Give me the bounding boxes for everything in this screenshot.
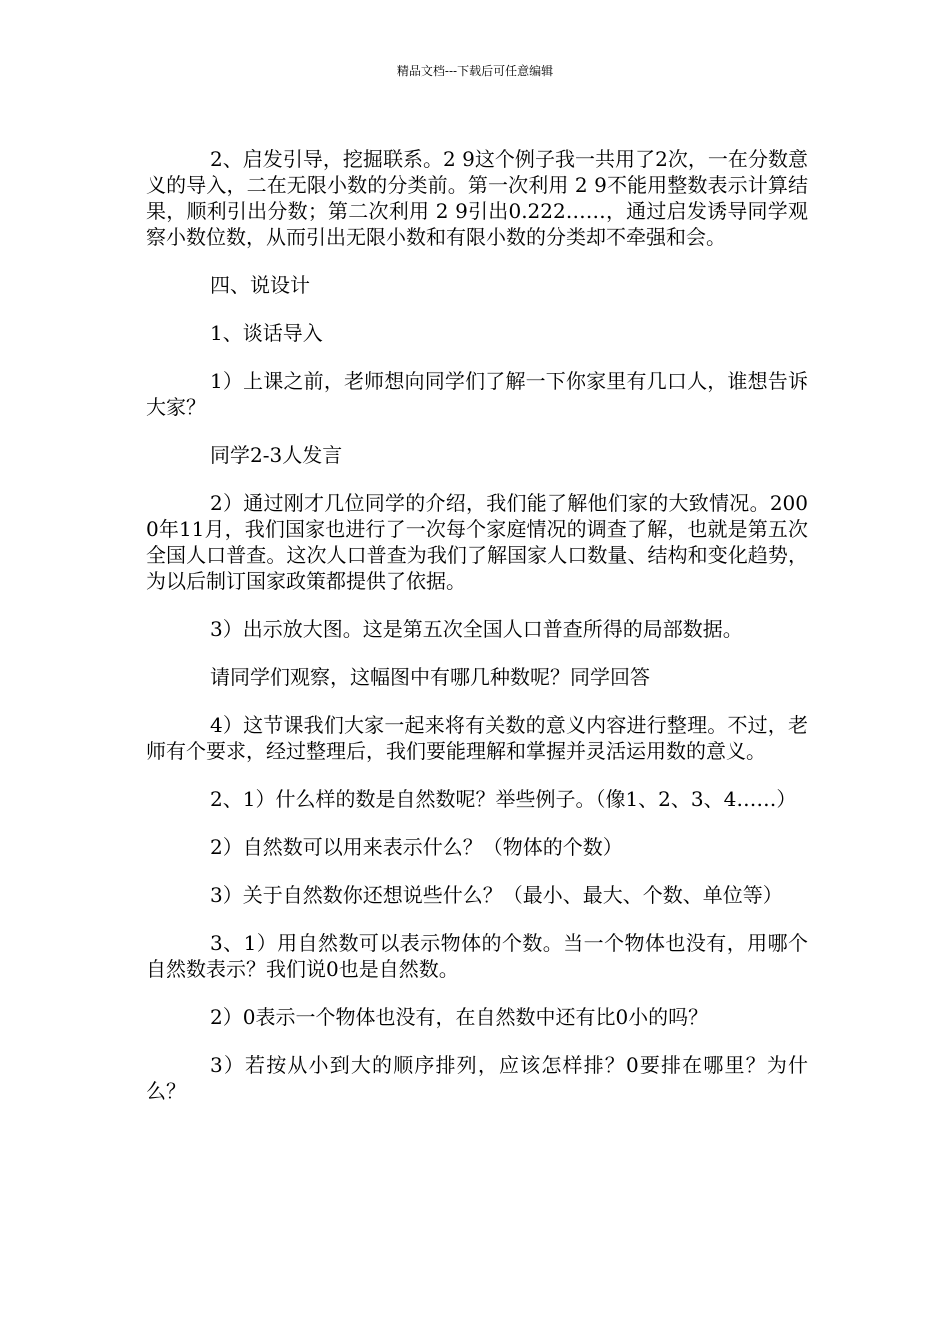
paragraph-zero-smaller: 2）0表示一个物体也没有，在自然数中还有比0小的吗？ <box>210 1005 709 1029</box>
paragraph-natural-number-more: 3）关于自然数你还想说些什么？（最小、最大、个数、单位等） <box>210 883 783 907</box>
subheading-intro: 1、谈话导入 <box>210 321 323 345</box>
paragraph-inspiration: 2、启发引导，挖掘联系。2 9这个例子我一共用了2次，一在分数意义的导入，二在无限小数的分类前。第一次利用 2 9不能用整数表示计算结果，顺利引出分数；第二次利用 2 9引出0.222……，通过启发诱导同学观察小数位数，从而引出无限小数和有限小数的分类却不牵强和会。 <box>146 147 808 249</box>
page-header: 精品文档---下载后可任意编辑 <box>396 64 554 78</box>
paragraph-zero-intro: 3、1）用自然数可以表示物体的个数。当一个物体也没有，用哪个自然数表示？我们说0也是自然数。 <box>146 931 808 981</box>
paragraph-ordering: 3）若按从小到大的顺序排列，应该怎样排？0要排在哪里？为什么？ <box>146 1053 808 1103</box>
paragraph-natural-number-use: 2）自然数可以用来表示什么？（物体的个数） <box>210 835 623 859</box>
paragraph-step-1: 1）上课之前，老师想向同学们了解一下你家里有几口人，谁想告诉大家？ <box>146 369 808 419</box>
paragraph-observe: 请同学们观察，这幅图中有哪几种数呢？同学回答 <box>210 665 650 689</box>
paragraph-step-3: 3）出示放大图。这是第五次全国人口普查所得的局部数据。 <box>210 617 743 641</box>
paragraph-natural-number-question: 2、1）什么样的数是自然数呢？举些例子。（像1、2、3、4……） <box>210 787 797 811</box>
paragraph-step-4: 4）这节课我们大家一起来将有关数的意义内容进行整理。不过，老师有个要求，经过整理后，我们要能理解和掌握并灵活运用数的意义。 <box>146 713 808 763</box>
document-body <box>146 146 808 1104</box>
section-heading-design: 四、说设计 <box>210 273 310 297</box>
paragraph-step-2: 2）通过刚才几位同学的介绍，我们能了解他们家的大致情况。2000年11月，我们国家也进行了一次每个家庭情况的调查了解，也就是第五次全国人口普查。这次人口普查为我们了解国家人口数量、结构和变化趋势，为以后制订国家政策都提供了依据。 <box>146 491 808 593</box>
paragraph-student-speak: 同学2-3人发言 <box>210 443 343 467</box>
